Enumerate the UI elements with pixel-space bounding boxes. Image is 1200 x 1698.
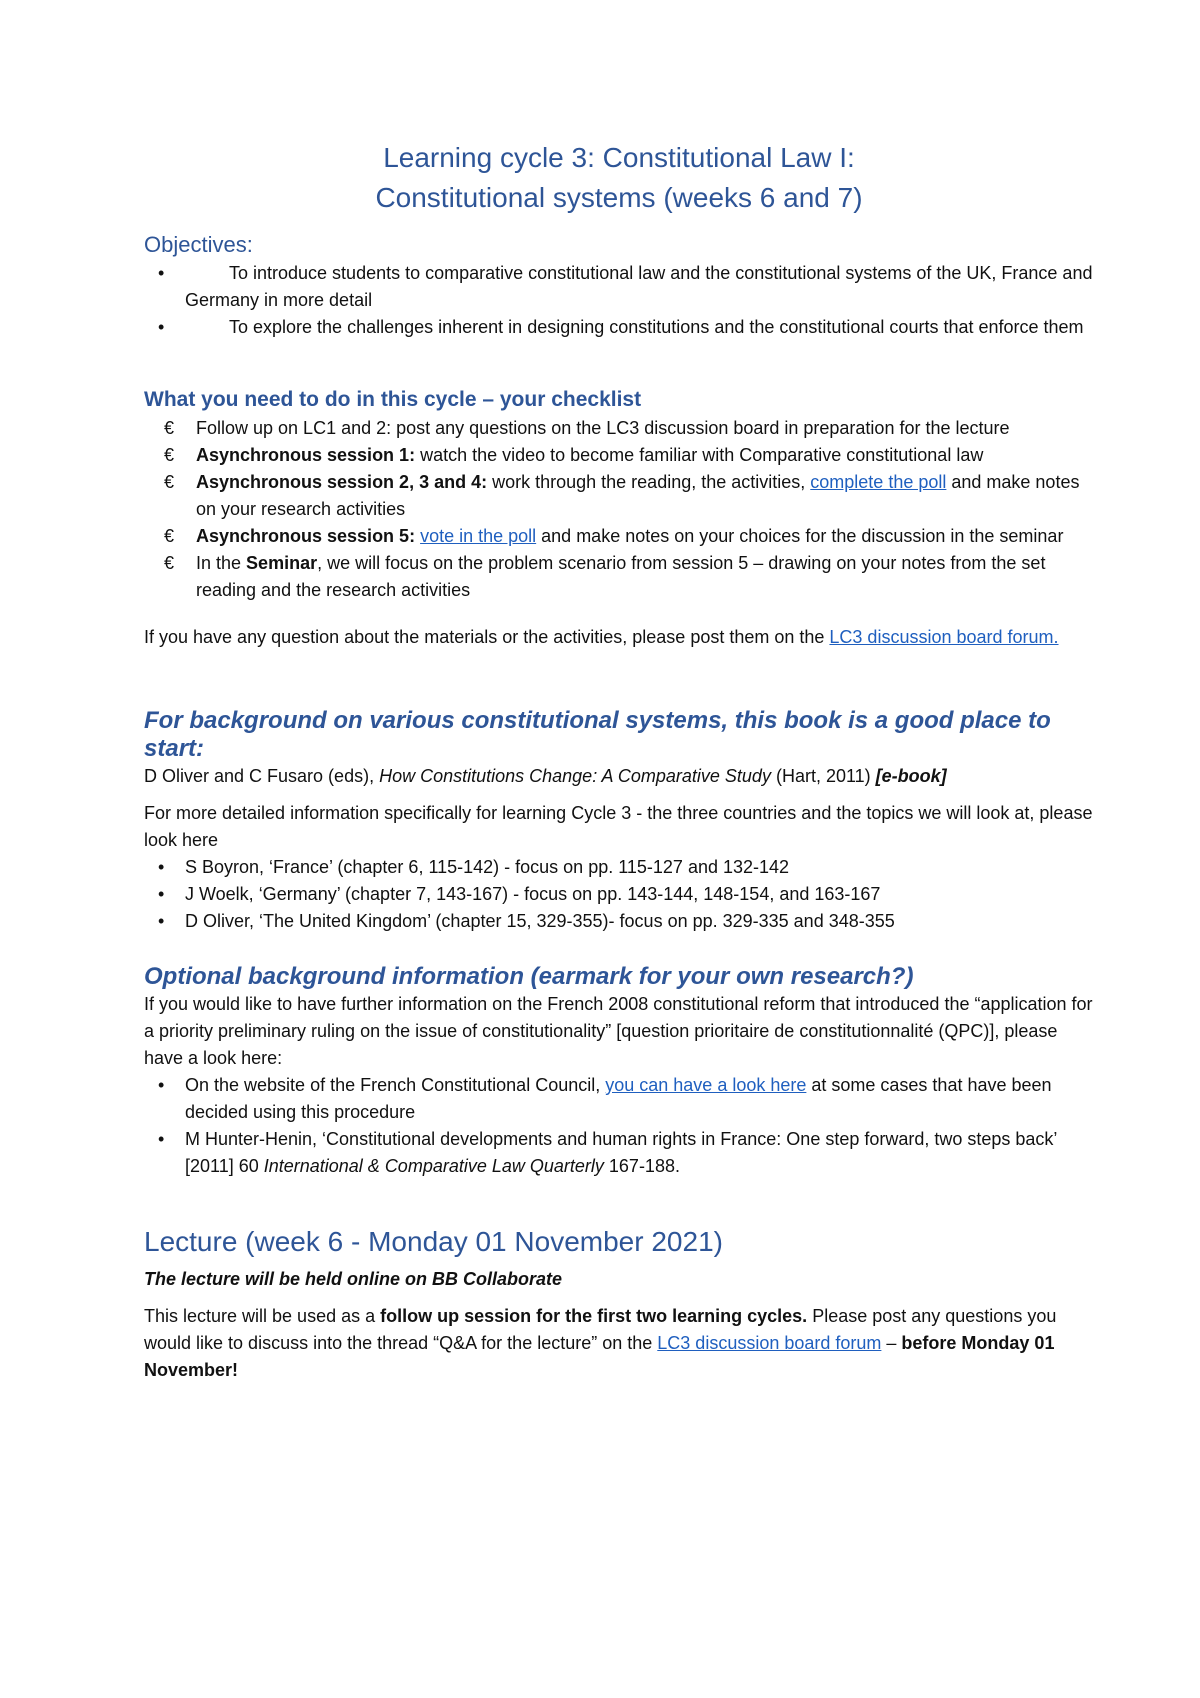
chapter-list	[144, 854, 1094, 935]
chapter-item: • S Boyron, ‘France’ (chapter 6, 115-142) - focus on pp. 115-127 and 132-142	[144, 854, 1094, 881]
objective-text: To introduce students to comparative constitutional law and the constitutional systems of the UK, France and Germany in more detail	[185, 263, 1093, 310]
checklist-item	[144, 550, 1094, 604]
optional-item	[144, 1126, 1094, 1180]
ebook-tag: [e-book]	[875, 766, 947, 786]
checkbox-icon: €	[164, 418, 175, 438]
checklist	[144, 415, 1094, 604]
chapter-item: • D Oliver, ‘The United Kingdom’ (chapter 15, 329-355)- focus on pp. 329-335 and 348-355	[144, 908, 1094, 935]
checkbox-icon: €	[164, 445, 175, 465]
checklist-item-text: and make notes on your choices for the discussion in the seminar	[536, 526, 1064, 546]
checklist-item	[144, 469, 1094, 523]
checklist-item-text: Follow up on LC1 and 2: post any questions on the LC3 discussion board in preparation for the lecture	[196, 418, 1010, 438]
checklist-item-text: and make notes on your research activities	[196, 472, 1080, 519]
optional-item-text: at some cases that have been decided using this procedure	[185, 1075, 1052, 1122]
lecture-paragraph: This lecture will be used as a follow up session for the first two learning cycles. Please post any questions you would like to discuss into the thread “Q&A for the lecture” on the LC3 discussion board forum – before Monday 01 November!	[144, 1306, 1057, 1380]
vote-poll-link[interactable]: vote in the poll	[420, 526, 537, 546]
optional-intro: If you would like to have further information on the French 2008 constitutional reform that introduced the “application for a priority preliminary ruling on the issue of constitutionality” [question prioritaire de constitutionnalité (QPC)], please have a look here:	[144, 994, 1093, 1068]
checklist-item-text: watch the video to become familiar with Comparative constitutional law	[415, 445, 984, 465]
checklist-item-label: Asynchronous session 2, 3 and 4:	[196, 472, 488, 492]
complete-poll-link[interactable]: complete the poll	[810, 472, 947, 492]
checkbox-icon: €	[164, 472, 175, 492]
checklist-item-text: In the	[196, 553, 247, 573]
optional-item-text: On the website of the French Constitutional Council,	[185, 1075, 606, 1095]
chapter-item: • J Woelk, ‘Germany’ (chapter 7, 143-167) - focus on pp. 143-144, 148-154, and 163-167	[144, 881, 1094, 908]
constitutional-council-link[interactable]: you can have a look here	[605, 1075, 807, 1095]
book-title: How Constitutions Change: A Comparative Study	[379, 766, 771, 786]
objective-text: To explore the challenges inherent in designing constitutions and the constitutional courts that enforce them	[229, 317, 1084, 337]
checklist-item-text: , we will focus on the problem scenario from session 5 – drawing on your notes from the set reading and the research activities	[196, 553, 1046, 600]
lecture-heading: Lecture (week 6 - Monday 01 November 2021)	[144, 1226, 723, 1257]
question-note	[144, 624, 1094, 651]
book-publisher: (Hart, 2011)	[770, 766, 876, 786]
checkbox-icon: €	[164, 553, 175, 573]
page-content	[144, 138, 1094, 1384]
background-heading: For background on various constitutional systems, this book is a good place to start:	[144, 707, 1051, 762]
lecture-online-note: The lecture will be held online on BB Collaborate	[144, 1269, 563, 1289]
checklist-item-label: Asynchronous session 1:	[196, 445, 416, 465]
checklist-item	[144, 415, 1094, 442]
checklist-item-text: work through the reading, the activities,	[487, 472, 811, 492]
question-note-text: If you have any question about the materials or the activities, please post them on the	[144, 627, 830, 647]
page-title	[144, 138, 1094, 218]
objective-item	[144, 314, 1094, 341]
checklist-item-label: Asynchronous session 5:	[196, 526, 416, 546]
checklist-item-label: Seminar	[246, 553, 318, 573]
journal-title: International & Comparative Law Quarterly	[263, 1156, 604, 1176]
checklist-item	[144, 442, 1094, 469]
lc3-discussion-board-link[interactable]: LC3 discussion board forum.	[829, 627, 1059, 647]
book-reference	[144, 763, 1094, 790]
objectives-list	[144, 260, 1094, 341]
optional-item-text: M Hunter-Henin, ‘Constitutional developments and human rights in France: One step forward, two steps back’ [2011] 60	[185, 1129, 1057, 1176]
objectives-heading: Objectives:	[144, 232, 253, 257]
checklist-item	[144, 523, 1094, 550]
book-authors: D Oliver and C Fusaro (eds),	[144, 766, 380, 786]
title-line-2: Constitutional systems (weeks 6 and 7)	[375, 182, 863, 213]
detail-paragraph: For more detailed information specifically for learning Cycle 3 - the three countries and the topics we will look at, please look here	[144, 803, 1093, 850]
checklist-heading: What you need to do in this cycle – your checklist	[144, 388, 642, 411]
optional-item	[144, 1072, 1094, 1126]
optional-list	[144, 1072, 1094, 1180]
checkbox-icon: €	[164, 526, 175, 546]
title-line-1: Learning cycle 3: Constitutional Law I:	[383, 142, 855, 173]
lecture-discussion-board-link[interactable]: LC3 discussion board forum	[657, 1333, 882, 1353]
objective-item	[144, 260, 1094, 314]
optional-heading: Optional background information (earmark for your own research?)	[144, 963, 914, 990]
optional-item-text: 167-188.	[603, 1156, 680, 1176]
